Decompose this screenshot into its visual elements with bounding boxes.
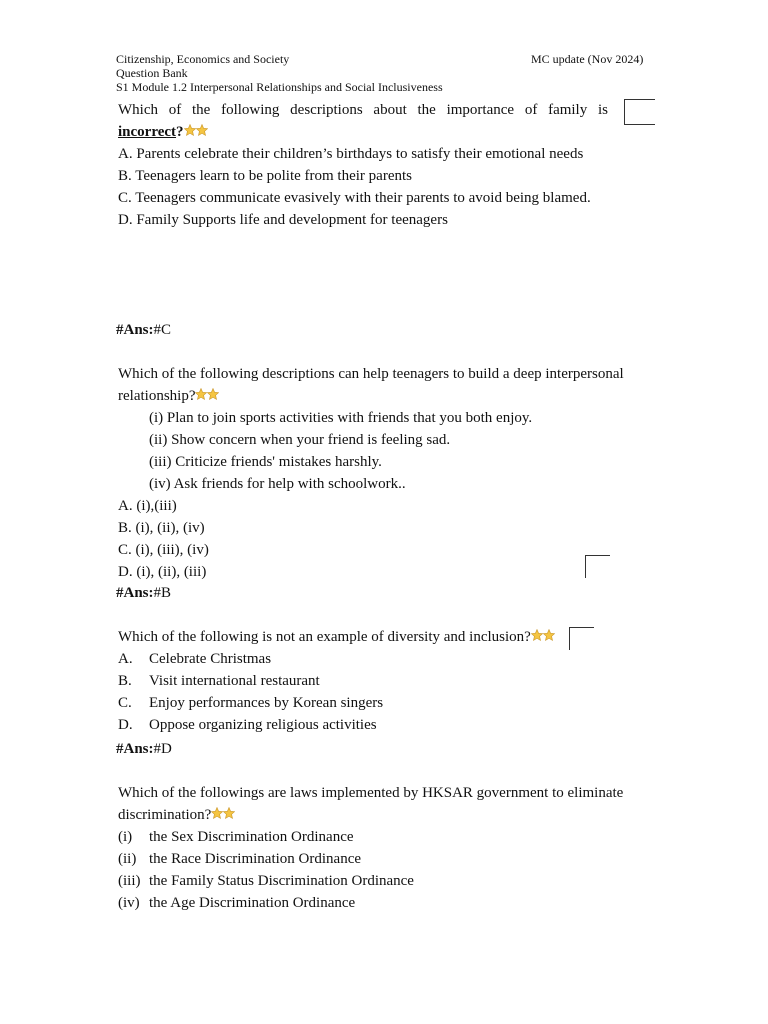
corner-frame xyxy=(624,99,655,125)
statement-i: (i) Plan to join sports activities with friends that you both enjoy. xyxy=(149,410,533,426)
law-number: (iv) xyxy=(118,895,140,911)
answer-value: #D xyxy=(153,741,172,757)
answer-value: #C xyxy=(153,322,172,338)
law-number: (i) xyxy=(118,829,133,845)
option-text: Oppose organizing religious activities xyxy=(149,717,377,733)
option-d: D. Family Supports life and development for teenagers xyxy=(118,212,448,228)
option-letter: B. xyxy=(118,673,132,689)
option-d: D. (i), (ii), (iii) xyxy=(118,564,207,580)
answer-3 xyxy=(116,738,172,760)
header-subject: Citizenship, Economics and Society xyxy=(116,52,290,66)
option-text: Visit international restaurant xyxy=(149,673,320,689)
question-1-stem: Which of the following descriptions about the importance of family is xyxy=(118,102,608,118)
question-1 xyxy=(118,99,608,231)
law-text: the Race Discrimination Ordinance xyxy=(149,851,362,867)
question-1-mark: ? xyxy=(176,124,184,140)
option-c xyxy=(118,692,608,714)
option-a xyxy=(118,648,608,670)
option-text: Celebrate Christmas xyxy=(149,651,272,667)
two-star-icon xyxy=(195,386,219,408)
header-update: MC update (Nov 2024) xyxy=(531,52,644,66)
question-2-stem-end: relationship? xyxy=(118,388,196,404)
question-2-stem: Which of the following descriptions can help teenagers to build a deep interpersonal xyxy=(118,366,624,382)
question-3-stem: Which of the following is not an example of diversity and inclusion? xyxy=(118,629,531,645)
option-letter: A. xyxy=(118,651,133,667)
option-b: B. (i), (ii), (iv) xyxy=(118,520,205,536)
answer-2 xyxy=(116,582,171,604)
statement-iii: (iii) Criticize friends' mistakes harshly. xyxy=(149,454,382,470)
answer-1 xyxy=(116,319,171,341)
law-item xyxy=(118,870,648,892)
option-b: B. Teenagers learn to be polite from their parents xyxy=(118,168,412,184)
option-letter: D. xyxy=(118,717,133,733)
law-item xyxy=(118,892,648,914)
law-item xyxy=(118,826,648,848)
two-star-icon xyxy=(531,627,555,649)
header-bank: Question Bank xyxy=(116,66,188,80)
option-letter: C. xyxy=(118,695,132,711)
question-4-stem: Which of the followings are laws implemented by HKSAR government to eliminate xyxy=(118,785,624,801)
option-b xyxy=(118,670,608,692)
law-number: (ii) xyxy=(118,851,137,867)
answer-label: #Ans: xyxy=(116,741,154,757)
law-text: the Family Status Discrimination Ordinance xyxy=(149,873,414,889)
option-text: Enjoy performances by Korean singers xyxy=(149,695,384,711)
two-star-icon xyxy=(184,122,208,144)
answer-label: #Ans: xyxy=(116,585,154,601)
answer-label: #Ans: xyxy=(116,322,154,338)
law-text: the Age Discrimination Ordinance xyxy=(149,895,356,911)
question-4-stem-end: discrimination? xyxy=(118,807,212,823)
law-text: the Sex Discrimination Ordinance xyxy=(149,829,354,845)
option-a: A. Parents celebrate their children’s birthdays to satisfy their emotional needs xyxy=(118,146,584,162)
statement-ii: (ii) Show concern when your friend is feeling sad. xyxy=(149,432,451,448)
question-4 xyxy=(118,782,648,914)
option-c: C. (i), (iii), (iv) xyxy=(118,542,209,558)
answer-value: #B xyxy=(153,585,172,601)
question-3 xyxy=(118,626,608,736)
statement-iv: (iv) Ask friends for help with schoolwork.. xyxy=(149,476,406,492)
header-module: S1 Module 1.2 Interpersonal Relationships and Social Inclusiveness xyxy=(116,80,443,94)
option-c: C. Teenagers communicate evasively with their parents to avoid being blamed. xyxy=(118,190,591,206)
law-item xyxy=(118,848,648,870)
question-2 xyxy=(118,363,648,583)
law-number: (iii) xyxy=(118,873,141,889)
option-a: A. (i),(iii) xyxy=(118,498,177,514)
two-star-icon xyxy=(211,805,235,827)
question-1-emphasis: incorrect xyxy=(118,124,177,140)
option-d xyxy=(118,714,608,736)
